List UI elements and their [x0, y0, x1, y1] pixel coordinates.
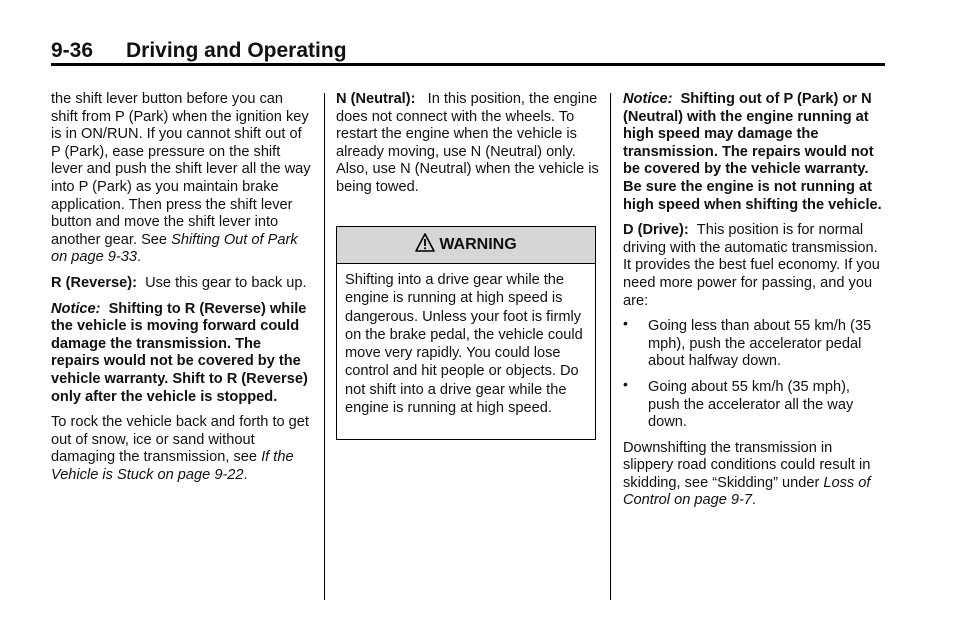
warning-box [336, 226, 596, 440]
warning-body: Shifting into a drive gear while the engine is running at high speed is dangerous. Unless your foot is firmly on the brake pedal, the vehicle could move very rapidly. You could lose control and hit people or objects. Do not shift into a drive gear while the engine is running at high speed. [345, 272, 583, 417]
warning-header [337, 227, 595, 264]
neutral-label: N (Neutral): [336, 91, 416, 107]
column-1 [51, 91, 313, 492]
bullet-list [623, 315, 885, 432]
reverse-label: R (Reverse): [51, 274, 137, 291]
paragraph-rock-vehicle: To rock the vehicle back and forth to get out of snow, ice or sand without damaging the transmission, see If the Vehicle is Stuck on page 9-22. [51, 414, 309, 483]
notice-word: Notice: [623, 91, 673, 107]
section-title: Driving and Operating [126, 39, 347, 62]
column-divider-2 [610, 93, 611, 600]
drive-label: D (Drive): [623, 222, 689, 239]
paragraph-neutral: N (Neutral): In this position, the engine does not connect with the wheels. To restart the engine when the vehicle is already moving, use N (Neutral) only. Also, use N (Neutral) when the vehicle is being towed. [336, 91, 599, 195]
cross-reference-link[interactable]: Loss of Control on page 9-7 [623, 474, 871, 509]
bullet-icon: • [623, 375, 628, 392]
header-rule [51, 63, 885, 66]
paragraph-shift-lever: the shift lever button before you can shift from P (Park) when the ignition key is in ON/RUN. If you cannot shift out of P (Park), ease pressure on the shift lever and push the shift lever all the way into P (Park) as you maintain brake application. Then press the shift lever button and move the shift lever into another gear. See Shifting Out of Park on page 9-33. [51, 91, 311, 266]
list-item: • Going about 55 km/h (35 mph), push the accelerator all the way down. [623, 375, 854, 431]
notice-reverse: Notice: Shifting to R (Reverse) while the vehicle is moving forward could damage the transmission. The repairs would not be covered by the vehicle warranty. Shift to R (Reverse) only after the vehicle is stopped. [51, 300, 308, 405]
cross-reference-link[interactable]: If the Vehicle is Stuck on page 9-22 [51, 449, 294, 483]
notice-park-neutral: Notice: Shifting out of P (Park) or N (Neutral) with the engine running at high speed may damage the transmission. The repairs would not be covered by the vehicle warranty. Be sure the engine is not running at high speed when shifting the vehicle. [623, 91, 882, 213]
column-divider-1 [324, 93, 325, 600]
paragraph-reverse: R (Reverse): Use this gear to back up. [51, 274, 307, 291]
warning-title: WARNING [439, 236, 517, 253]
column-2 [336, 91, 600, 205]
notice-word: Notice: [51, 300, 101, 317]
paragraph-downshift: Downshifting the transmission in slippery road conditions could result in skidding, see “Skidding” under Loss of Control on page 9-7. [623, 439, 871, 509]
cross-reference-link[interactable]: Shifting Out of Park on page 9-33 [51, 231, 298, 266]
list-item: • Going less than about 55 km/h (35 mph), push the accelerator pedal about halfway down. [623, 315, 872, 370]
warning-triangle-icon [415, 233, 435, 252]
page-header [51, 38, 885, 64]
column-3 [623, 91, 885, 518]
bullet-icon: • [623, 315, 628, 332]
page-number: 9-36 [51, 39, 94, 62]
paragraph-drive: D (Drive): This position is for normal driving with the automatic transmission. It provides the best fuel economy. If you need more power for passing, and you are: [623, 222, 880, 309]
